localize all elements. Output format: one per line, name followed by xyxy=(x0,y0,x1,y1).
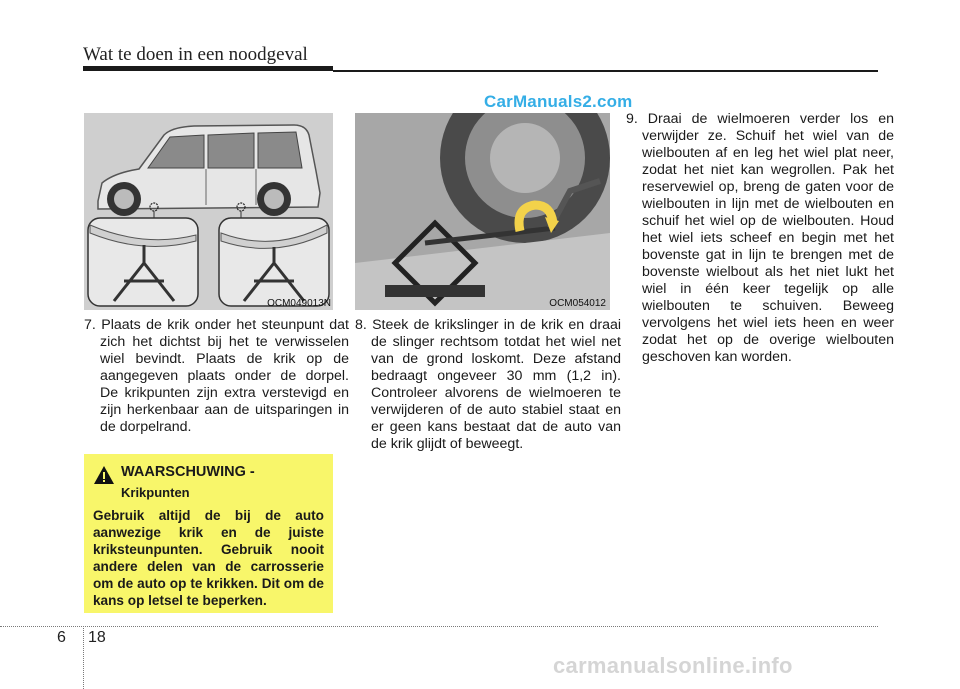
jack-illustration xyxy=(355,113,610,310)
warning-header xyxy=(93,464,324,485)
instruction-step-7: 7. Plaats de krik onder het steunpunt dat zich het dichtst bij het te verwisselen wiel bevindt. Plaats de krik op de aangegeven plaats onder de dorpel. De krikpunten zijn extra verstevigd en zijn herkenbaar aan de uitsparingen in de dorpelrand. xyxy=(84,317,349,435)
chapter-number: 6 xyxy=(57,629,66,646)
warning-title: WAARSCHUWING - xyxy=(121,464,255,480)
figure-code: OCM054012 xyxy=(549,298,606,309)
warning-box xyxy=(84,454,333,613)
header-rule-thick xyxy=(83,66,333,71)
figure-jack-crank xyxy=(355,113,610,310)
warning-triangle-icon xyxy=(93,465,115,485)
watermark-bottom[interactable]: carmanualsonline.info xyxy=(553,653,793,678)
figure-code: OCM049013N xyxy=(267,298,331,309)
instruction-step-8: 8. Steek de krikslinger in de krik en draai de slinger rechtsom totdat het wiel net van de grond loskomt. Deze afstand bedraagt ongeveer 30 mm (1,2 in). Controleer alvorens de wielmoeren te verwijderen of de auto stabiel staat en er geen kans bestaat dat de auto van de krik glijdt of beweegt. xyxy=(355,317,621,452)
page-number: 18 xyxy=(88,629,106,646)
warning-subtitle: Krikpunten xyxy=(121,485,190,500)
instruction-step-9: 9. Draai de wielmoeren verder los en verwijder ze. Schuif het wiel van de wielbouten af en leg het wiel plat neer, zodat het niet kan wegrollen. Pak het reservewiel op, breng de gaten voor de wielbouten in lijn met de wielbouten en schuif het wiel op de wielbouten. Houd het wiel iets scheef en begin met het bovenste gat in lijn te brengen met de bovenste wielbout als het niet lukt het wiel in één keer tegelijk op alle wielbouten te schuiven. Beweeg vervolgens het wiel iets heen en weer zodat het op de overige wielbouten geschoven kan worden. xyxy=(626,111,894,365)
figure-car-jack-points xyxy=(84,113,333,310)
header-rule-thin xyxy=(333,70,878,72)
section-title: Wat te doen in een noodgeval xyxy=(83,44,308,65)
watermark-top[interactable]: CarManuals2.com xyxy=(484,92,633,111)
footer-divider xyxy=(83,626,84,689)
car-illustration xyxy=(84,113,333,310)
footer-rule xyxy=(0,626,878,627)
warning-body: Gebruik altijd de bij de auto aanwezige krik en de juiste kriksteunpunten. Gebruik nooit andere delen van de carrosserie om de auto op te krikken. Dit om de kans op letsel te beperken. xyxy=(93,508,324,608)
